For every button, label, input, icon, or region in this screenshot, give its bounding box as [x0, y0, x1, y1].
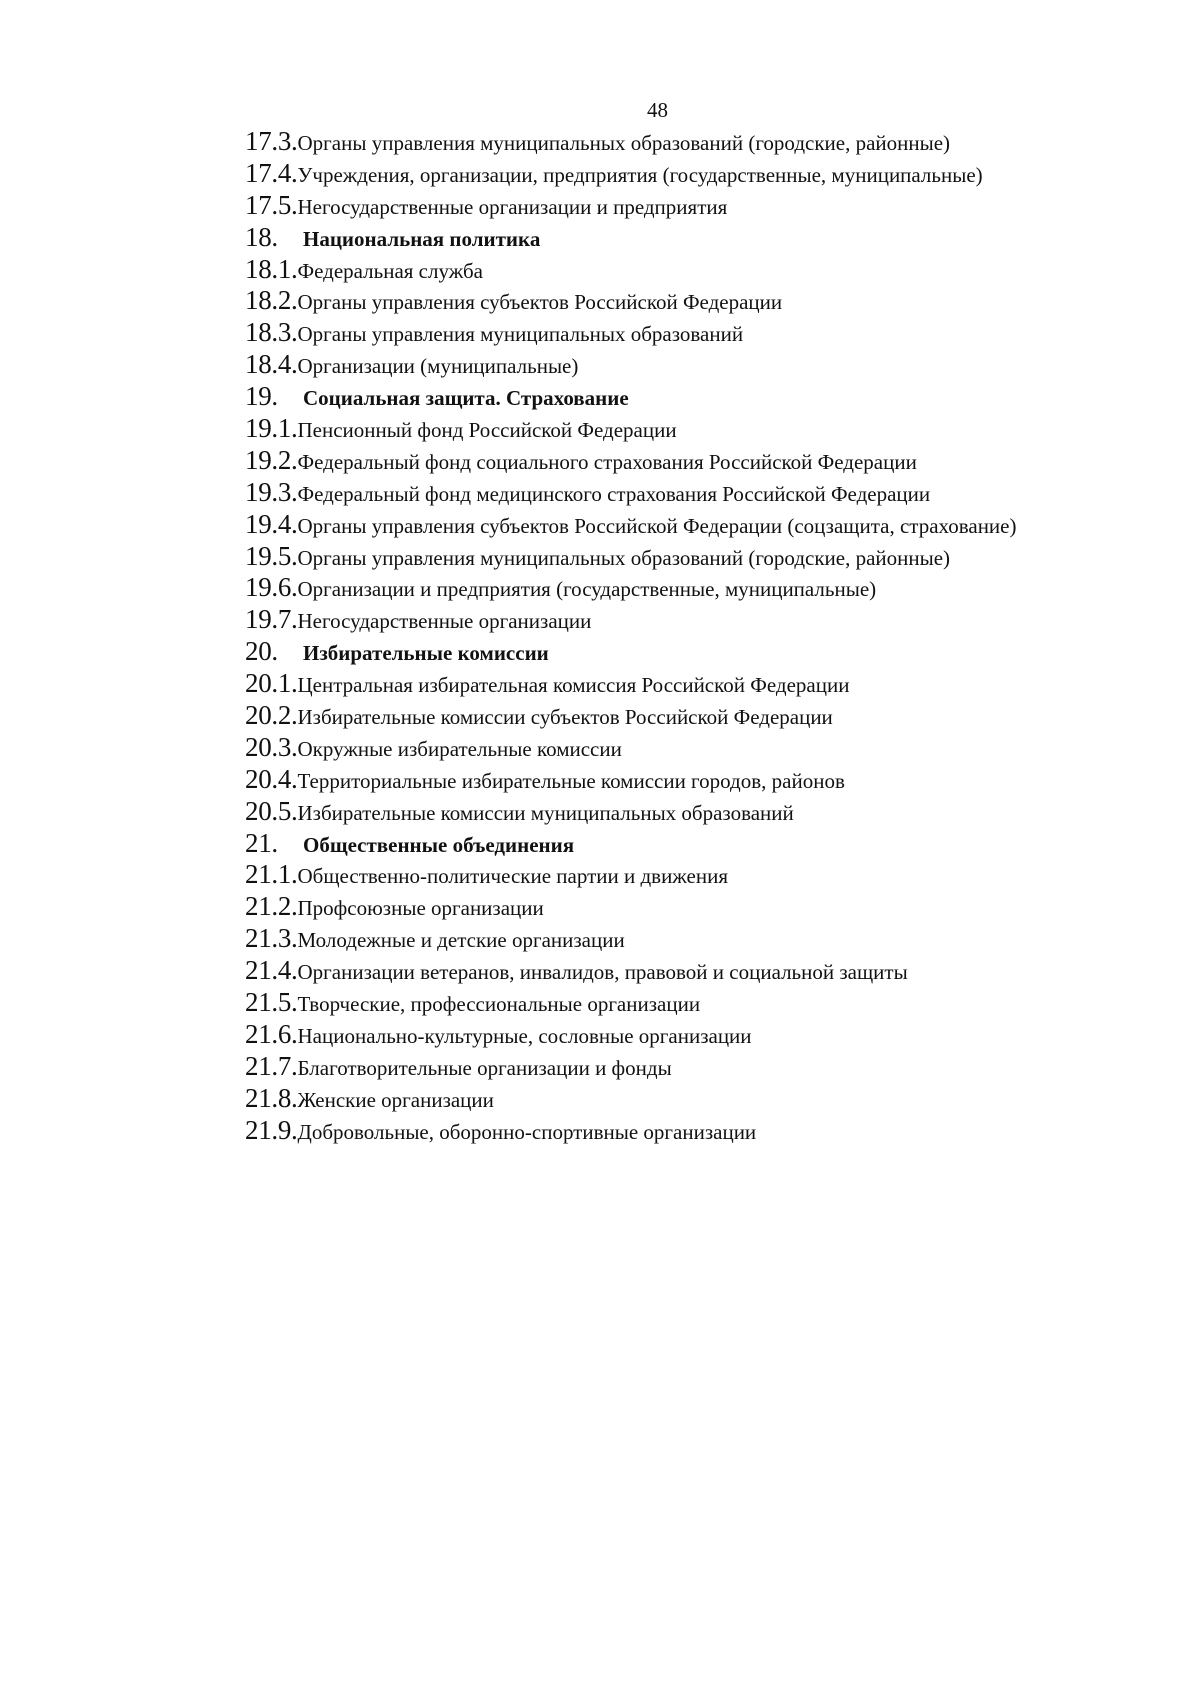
- item-number: 18.2.: [245, 285, 298, 316]
- item-number: 18.4.: [245, 349, 298, 380]
- item-number: 21.1.: [245, 859, 298, 890]
- item-number: 18.3.: [245, 317, 298, 348]
- item-text: Федеральный фонд медицинского страхования Российской Федерации: [297, 481, 931, 506]
- item-number: 19.6.: [245, 572, 298, 603]
- list-item: [245, 987, 1165, 1019]
- item-number: 21.9.: [245, 1114, 298, 1145]
- item-text: Органы управления муниципальных образований: [297, 322, 744, 347]
- section-title: Избирательные комиссии: [303, 641, 549, 666]
- item-number: 19.1.: [245, 413, 298, 444]
- item-text: Негосударственные организации: [297, 609, 592, 634]
- item-number: 19.7.: [245, 604, 298, 635]
- list-item: [245, 923, 1165, 955]
- section-heading: [245, 828, 1165, 860]
- list-item: [245, 477, 1165, 509]
- item-text: Федеральная служба: [297, 258, 483, 283]
- item-number: 19.5.: [245, 540, 298, 571]
- item-text: Территориальные избирательные комиссии городов, районов: [297, 768, 845, 793]
- list-item: [245, 317, 1165, 349]
- list-item: [245, 764, 1165, 796]
- item-number: 17.4.: [245, 157, 298, 188]
- item-number: 17.5.: [245, 189, 298, 220]
- item-number: 18.: [245, 221, 278, 252]
- section-title: Социальная защита. Страхование: [303, 386, 629, 411]
- list-item: [245, 572, 1165, 604]
- page-number: 48: [647, 98, 668, 122]
- item-number: 21.2.: [245, 891, 298, 922]
- list-item: [245, 158, 1165, 190]
- item-text: Органы управления субъектов Российской Федерации: [297, 290, 783, 315]
- list-item: [245, 604, 1165, 636]
- list-item: [245, 1083, 1165, 1115]
- list-item: [245, 349, 1165, 381]
- list-item: [245, 509, 1165, 541]
- item-text: Учреждения, организации, предприятия (государственные, муниципальные): [297, 162, 983, 187]
- item-number: 19.3.: [245, 476, 298, 507]
- item-number: 19.2.: [245, 444, 298, 475]
- item-number: 21.5.: [245, 987, 298, 1018]
- classification-list: [245, 126, 1165, 1147]
- section-heading: [245, 636, 1165, 668]
- item-text: Органы управления муниципальных образований (городские, районные): [297, 545, 951, 570]
- list-item: [245, 126, 1165, 158]
- list-item: [245, 1115, 1165, 1147]
- item-text: Органы управления муниципальных образований (городские, районные): [297, 131, 951, 155]
- item-text: Организации ветеранов, инвалидов, правовой и социальной защиты: [297, 960, 908, 985]
- list-item: [245, 700, 1165, 732]
- item-text: Негосударственные организации и предприятия: [297, 194, 728, 219]
- item-number: 21.8.: [245, 1082, 298, 1113]
- item-number: 20.3.: [245, 731, 298, 762]
- item-text: Организации и предприятия (государственные, муниципальные): [297, 577, 877, 602]
- item-text: Центральная избирательная комиссия Российской Федерации: [297, 673, 850, 698]
- list-item: [245, 796, 1165, 828]
- item-number: 21.4.: [245, 955, 298, 986]
- item-number: 21.: [245, 827, 278, 858]
- item-number: 21.6.: [245, 1018, 298, 1049]
- item-number: 19.4.: [245, 508, 298, 539]
- item-text: Добровольные, оборонно-спортивные организации: [297, 1119, 757, 1144]
- item-number: 20.2.: [245, 700, 298, 731]
- item-number: 18.1.: [245, 253, 298, 284]
- list-item: [245, 668, 1165, 700]
- item-number: 21.7.: [245, 1050, 298, 1081]
- list-item: [245, 190, 1165, 222]
- item-number: 20.1.: [245, 668, 298, 699]
- list-item: [245, 285, 1165, 317]
- item-number: 20.5.: [245, 795, 298, 826]
- item-number: 20.4.: [245, 763, 298, 794]
- list-item: [245, 1051, 1165, 1083]
- item-text: Федеральный фонд социального страхования Российской Федерации: [297, 449, 917, 474]
- section-title: Общественные объединения: [303, 832, 575, 857]
- item-text: Национально-культурные, сословные организации: [297, 1023, 752, 1048]
- list-item: [245, 891, 1165, 923]
- list-item: [245, 413, 1165, 445]
- item-number: 17.3.: [245, 126, 298, 156]
- item-text: Благотворительные организации и фонды: [297, 1055, 672, 1080]
- list-item: [245, 732, 1165, 764]
- list-item: [245, 541, 1165, 573]
- item-text: Органы управления субъектов Российской Федерации (соцзащита, страхование): [297, 513, 1017, 538]
- item-text: Творческие, профессиональные организации: [297, 992, 701, 1017]
- item-number: 21.3.: [245, 923, 298, 954]
- item-text: Организации (муниципальные): [297, 354, 579, 379]
- item-number: 20.: [245, 636, 278, 667]
- item-text: Пенсионный фонд Российской Федерации: [297, 418, 677, 443]
- section-heading: [245, 381, 1165, 413]
- item-text: Избирательные комиссии субъектов Российской Федерации: [297, 705, 833, 730]
- item-text: Молодежные и детские организации: [297, 928, 625, 953]
- section-title: Национальная политика: [303, 226, 541, 251]
- list-item: [245, 859, 1165, 891]
- section-heading: [245, 222, 1165, 254]
- item-text: Избирательные комиссии муниципальных образований: [297, 800, 794, 825]
- item-text: Женские организации: [297, 1087, 494, 1112]
- list-item: [245, 955, 1165, 987]
- item-number: 19.: [245, 381, 278, 412]
- item-text: Окружные избирательные комиссии: [297, 736, 622, 761]
- item-text: Профсоюзные организации: [297, 896, 544, 921]
- list-item: [245, 445, 1165, 477]
- item-text: Общественно-политические партии и движения: [297, 864, 728, 889]
- list-item: [245, 1019, 1165, 1051]
- list-item: [245, 254, 1165, 286]
